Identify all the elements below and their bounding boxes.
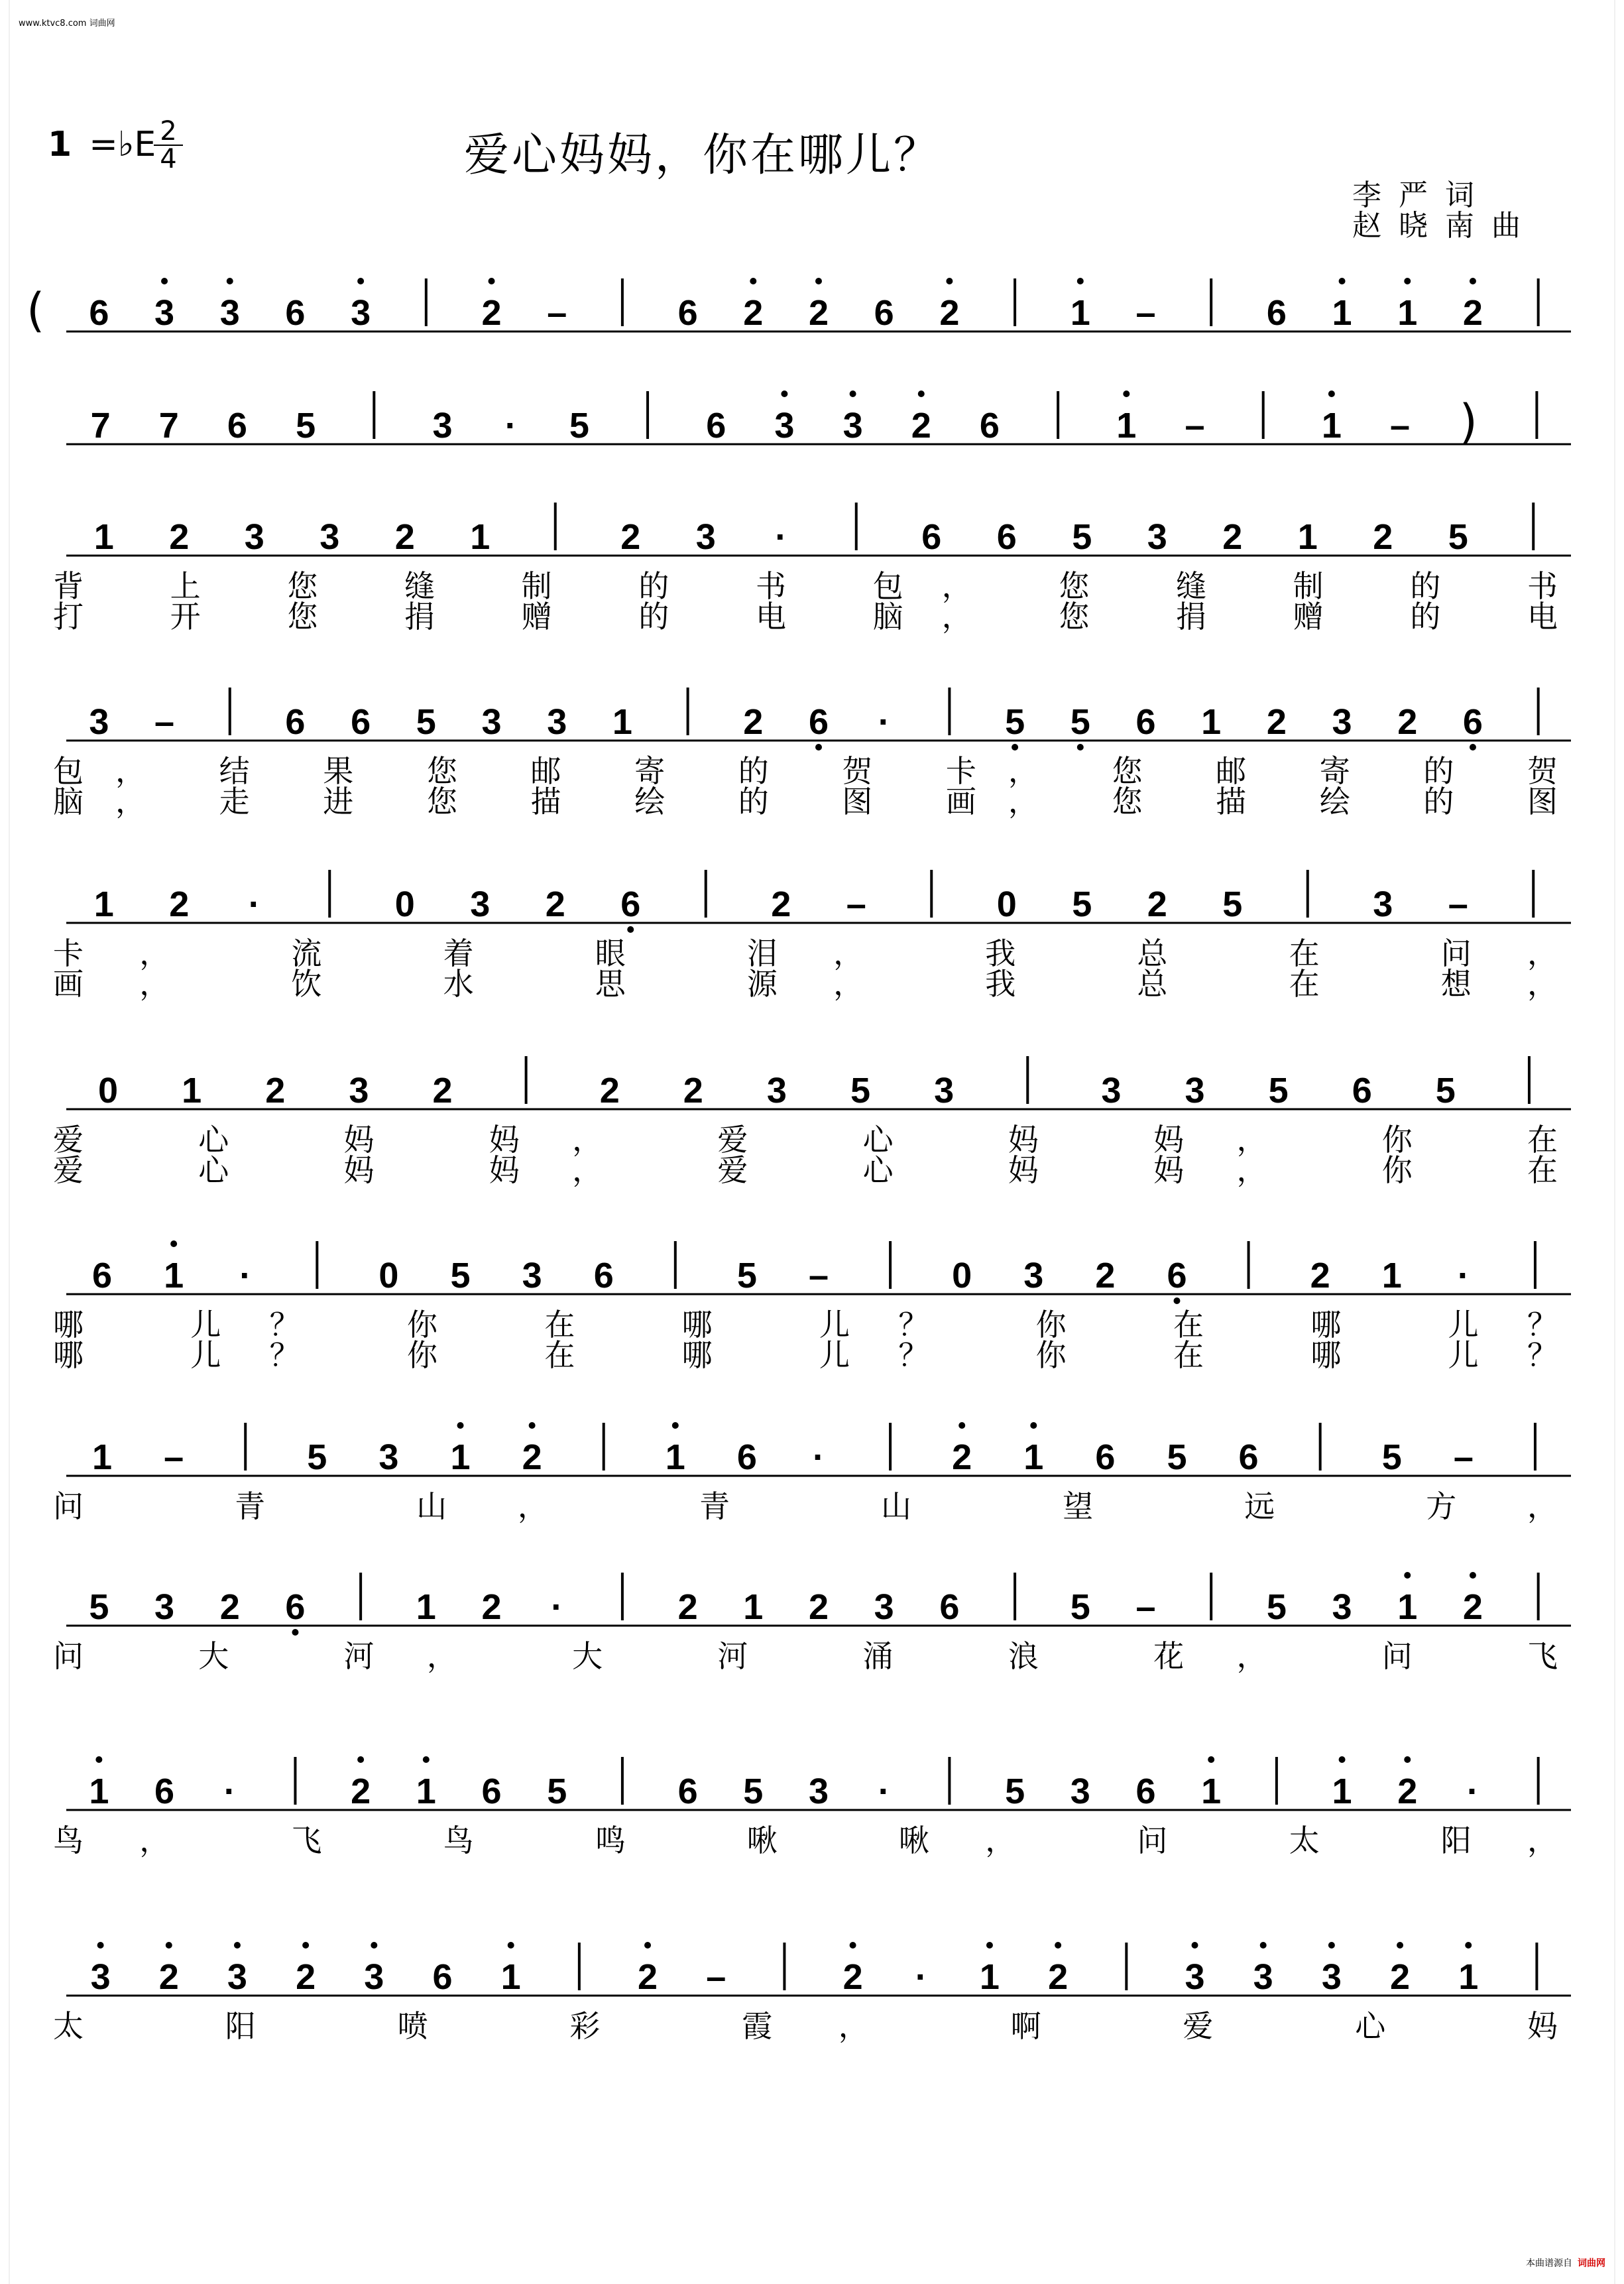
dash-note: – [164,1437,184,1477]
note: 5 [450,1256,471,1295]
octave-up-dot [457,1422,464,1429]
note: 3 [1321,1957,1342,1997]
dash-note: – [1135,1587,1156,1627]
note: 2 [1147,884,1167,924]
note: 3 [1147,517,1167,557]
note: 2 [481,293,502,333]
note: 3 [244,517,264,557]
note: 1 [450,1437,471,1477]
dot-extension: · [1457,1256,1470,1295]
note: 1 [1332,293,1352,333]
note: 2 [1462,1587,1483,1627]
octave-down-dot [627,926,634,933]
note: 5 [1072,517,1092,557]
dash-note: – [547,293,567,333]
note: 2 [808,293,829,333]
dash-note: – [846,884,866,924]
note: 3 [219,293,240,333]
note: 2 [296,1957,316,1997]
note: 3 [227,1957,247,1997]
note: 6 [1135,1772,1156,1811]
dot-extension: · [878,1772,890,1811]
footer-brand: 词曲网 [1578,2258,1605,2269]
note: 6 [92,1256,113,1295]
octave-up-dot [1465,1942,1472,1949]
lyric-line: 画， 饮 水 思 源， 我 总 在 想， [53,966,1558,1002]
note: 6 [620,884,641,924]
note: 6 [1352,1071,1372,1111]
octave-up-dot [1339,1756,1346,1763]
octave-up-dot [1404,1756,1411,1763]
note: 6 [874,293,894,333]
octave-up-dot [1397,1942,1403,1949]
dash-note: – [1390,406,1411,446]
octave-up-dot [166,1942,172,1949]
note: 5 [307,1437,327,1477]
dash-note: – [706,1957,726,1997]
octave-up-dot [529,1422,536,1429]
note: 3 [349,1071,369,1111]
footer-source [1526,2256,1605,2269]
octave-up-dot [1404,1572,1411,1579]
note: 2 [169,517,190,557]
octave-up-dot [781,391,787,397]
note: 7 [90,406,111,446]
octave-down-dot [815,744,822,751]
note: 2 [265,1071,286,1111]
note: 2 [394,517,415,557]
note: 3 [154,293,175,333]
note: 6 [593,1256,614,1295]
note: 5 [1072,884,1092,924]
note: 3 [89,702,109,742]
dot-extension: · [915,1957,927,1997]
key-name: =♭E [89,125,156,164]
dot-extension: · [878,702,890,742]
octave-down-dot [1173,1297,1180,1304]
octave-down-dot [1077,744,1084,751]
note: 1 [1297,517,1318,557]
note: 3 [1253,1957,1273,1997]
note: 5 [1266,1587,1287,1627]
note: 1 [1116,406,1137,446]
note: 5 [569,406,589,446]
octave-up-dot [918,391,925,397]
lyric-line: 爱 心 妈 妈， 爱 心 妈 妈， 你 在 [53,1152,1558,1188]
dash-note: – [1448,884,1468,924]
octave-up-dot [97,1942,104,1949]
octave-up-dot [1470,1572,1476,1579]
note: 2 [351,1772,371,1811]
note: 1 [164,1256,184,1295]
note: 1 [92,1437,113,1477]
dash-note: – [808,1256,829,1295]
note: 1 [93,884,114,924]
note: 6 [285,1587,306,1627]
octave-up-dot [946,278,953,284]
note: 1 [665,1437,685,1477]
note: 3 [522,1256,542,1295]
octave-up-dot [644,1942,651,1949]
note: 2 [1095,1256,1116,1295]
note: 1 [1458,1957,1479,1997]
note: 2 [743,293,764,333]
octave-down-dot [1012,744,1018,751]
octave-up-dot [850,391,856,397]
lyricist-credit: 李严词 [1352,178,1491,212]
note: 6 [1462,702,1483,742]
note: 1 [89,1772,109,1811]
lyric-line: 问 青 山， 青 山 望 远 方， [53,1488,1558,1524]
note: 6 [154,1772,175,1811]
lyric-line: 卡， 流 着 眼 泪， 我 总 在 问， [53,935,1558,971]
note: 2 [683,1071,703,1111]
dot-extension: · [813,1437,825,1477]
note: 2 [743,702,764,742]
octave-up-dot [850,1942,856,1949]
lyric-line: 包， 结 果 您 邮 寄 的 贺 卡， 您 邮 寄 的 贺 [53,753,1558,789]
note: 6 [921,517,942,557]
octave-up-dot [1192,1942,1198,1949]
note: 6 [285,293,306,333]
dash-note: – [154,702,175,742]
octave-up-dot [234,1942,241,1949]
note: 3 [154,1587,175,1627]
note: 3 [1185,1957,1205,1997]
octave-up-dot [95,1756,102,1763]
note: 5 [1167,1437,1187,1477]
note: 6 [227,406,247,446]
intro-close-paren: ) [1459,394,1478,449]
note: 6 [1238,1437,1259,1477]
note: 2 [808,1587,829,1627]
note: 1 [743,1587,764,1627]
note: 6 [939,1587,960,1627]
note: 1 [1397,1587,1418,1627]
note: 2 [169,884,190,924]
note: 6 [677,1772,698,1811]
octave-up-dot [508,1942,514,1949]
note: 3 [874,1587,894,1627]
octave-up-dot [1328,391,1335,397]
note: 6 [996,517,1017,557]
note: 5 [743,1772,764,1811]
octave-up-dot [672,1422,679,1429]
note: 6 [351,702,371,742]
intro-open-paren: ( [27,283,45,337]
note: 1 [500,1957,521,1997]
note: 2 [620,517,641,557]
lyric-line: 哪 儿？ 你 在 哪 儿？ 你 在 哪 儿？ [53,1337,1558,1373]
octave-up-dot [815,278,822,284]
dot-extension: · [239,1256,252,1295]
octave-up-dot [1055,1942,1061,1949]
lyric-line: 太 阳 喷 彩 霞， 啊 爱 心 妈 [53,2008,1558,2044]
note: 2 [1397,1772,1418,1811]
note: 6 [1167,1256,1187,1295]
note: 1 [416,1772,436,1811]
note: 5 [1381,1437,1402,1477]
note: 2 [677,1587,698,1627]
note: 1 [979,1957,1000,1997]
note: 0 [394,884,415,924]
octave-up-dot [357,1756,364,1763]
dot-extension: · [248,884,261,924]
note: 3 [351,293,371,333]
note: 2 [1266,702,1287,742]
note: 1 [416,1587,436,1627]
note: 3 [470,884,491,924]
lyric-line: 问 大 河， 大 河 涌 浪 花， 问 飞 [53,1638,1558,1674]
note: 3 [1101,1071,1122,1111]
note: 2 [158,1957,179,1997]
dash-note: – [1135,293,1156,333]
note: 1 [93,517,114,557]
note: 3 [378,1437,399,1477]
lyric-line: 鸟， 飞 鸟 鸣 啾 啾， 问 太 阳， [53,1823,1558,1858]
note: 3 [808,1772,829,1811]
note: 0 [98,1071,119,1111]
note: 1 [1321,406,1342,446]
note: 2 [638,1957,658,1997]
octave-down-dot [292,1629,298,1636]
note: 5 [296,406,316,446]
note: 2 [1310,1256,1330,1295]
note: 6 [1095,1437,1116,1477]
note: 5 [1448,517,1468,557]
octave-up-dot [1339,278,1346,284]
lyric-line: 打 开 您 捐 赠 的 电 脑， 您 捐 赠 的 电 [53,599,1558,634]
note: 1 [612,702,632,742]
note: 5 [1005,1772,1025,1811]
note: 2 [1373,517,1393,557]
note: 5 [1268,1071,1289,1111]
note: 3 [1332,1587,1352,1627]
note: 2 [1397,702,1418,742]
octave-up-dot [302,1942,309,1949]
lyric-line: 脑， 走 进 您 描 绘 的 图 画， 您 描 绘 的 图 [53,784,1558,819]
note: 0 [952,1256,972,1295]
note: 1 [1023,1437,1044,1477]
note: 2 [522,1437,542,1477]
note: 6 [89,293,109,333]
lyric-line: 爱 心 妈 妈， 爱 心 妈 妈， 你 在 [53,1122,1558,1158]
octave-down-dot [1470,744,1476,751]
note: 6 [285,702,306,742]
note: 2 [219,1587,240,1627]
note: 3 [1185,1071,1205,1111]
note: 3 [695,517,716,557]
note: 2 [432,1071,453,1111]
note: 2 [952,1437,972,1477]
note: 5 [850,1071,871,1111]
note: 5 [547,1772,567,1811]
note: 2 [1390,1957,1411,1997]
note: 2 [481,1587,502,1627]
note: 2 [911,406,931,446]
note: 3 [1373,884,1393,924]
dot-extension: · [1466,1772,1479,1811]
note: 1 [1201,702,1222,742]
note: 3 [90,1957,111,1997]
note: 0 [378,1256,399,1295]
meter-top: 2 [154,118,183,146]
octave-up-dot [1077,278,1084,284]
note: 6 [1266,293,1287,333]
octave-up-dot [1208,1756,1214,1763]
dot-extension: · [223,1772,236,1811]
note: 6 [706,406,726,446]
note: 3 [481,702,502,742]
note: 3 [1023,1256,1044,1295]
note: 2 [1048,1957,1069,1997]
dash-note: – [1453,1437,1474,1477]
octave-up-dot [1260,1942,1267,1949]
note: 1 [1397,293,1418,333]
lyric-line: 哪 儿？ 你 在 哪 儿？ 你 在 哪 儿？ [53,1307,1558,1343]
footer-source-text: 本曲谱源自 [1526,2258,1572,2269]
dot-extension: · [775,517,787,557]
note: 2 [1462,293,1483,333]
note: 1 [470,517,491,557]
note: 5 [1222,884,1243,924]
note: 5 [736,1256,757,1295]
note: 3 [547,702,567,742]
note: 6 [1135,702,1156,742]
note: 3 [1070,1772,1090,1811]
note: 3 [1332,702,1352,742]
song-title: 爱心妈妈，你在哪儿？ [464,129,942,182]
note: 3 [432,406,453,446]
octave-up-dot [750,278,756,284]
note: 2 [545,884,565,924]
note: 2 [599,1071,620,1111]
dot-extension: · [551,1587,563,1627]
note: 1 [1070,293,1090,333]
octave-up-dot [357,278,364,284]
octave-up-dot [986,1942,993,1949]
octave-up-dot [161,278,168,284]
note: 2 [939,293,960,333]
octave-up-dot [1030,1422,1037,1429]
note: 6 [808,702,829,742]
meter-bottom: 4 [160,144,177,174]
note: 1 [1381,1256,1402,1295]
note: 5 [1070,1587,1090,1627]
note: 5 [1435,1071,1456,1111]
note: 5 [416,702,436,742]
note: 5 [89,1587,109,1627]
note: 5 [1070,702,1090,742]
octave-up-dot [1470,278,1476,284]
note: 2 [1222,517,1243,557]
note: 3 [934,1071,955,1111]
octave-up-dot [227,278,233,284]
note: 2 [771,884,791,924]
octave-up-dot [170,1240,177,1247]
note: 3 [319,517,340,557]
octave-up-dot [1328,1942,1335,1949]
note: 6 [432,1957,453,1997]
key-number: 1 [48,125,72,164]
note: 6 [481,1772,502,1811]
note: 3 [774,406,795,446]
note: 3 [842,406,863,446]
note: 6 [736,1437,757,1477]
note: 6 [677,293,698,333]
note: 7 [158,406,179,446]
note: 3 [364,1957,384,1997]
note: 3 [766,1071,787,1111]
site-url: www.ktvc8.com 词曲网 [19,19,115,29]
octave-up-dot [371,1942,377,1949]
composer-credit: 赵晓南曲 [1352,209,1538,243]
note: 2 [842,1957,863,1997]
octave-up-dot [958,1422,965,1429]
note: 1 [1332,1772,1352,1811]
note: 6 [979,406,1000,446]
dash-note: – [1185,406,1205,446]
dot-extension: · [504,406,517,446]
octave-up-dot [1404,278,1411,284]
note: 5 [1005,702,1025,742]
note: 1 [182,1071,202,1111]
note: 0 [996,884,1017,924]
note: 1 [1201,1772,1222,1811]
octave-up-dot [423,1756,430,1763]
octave-up-dot [489,278,495,284]
lyric-line: 背 上 您 缝 制 的 书 包， 您 缝 制 的 书 [53,568,1558,604]
octave-up-dot [1123,391,1130,397]
